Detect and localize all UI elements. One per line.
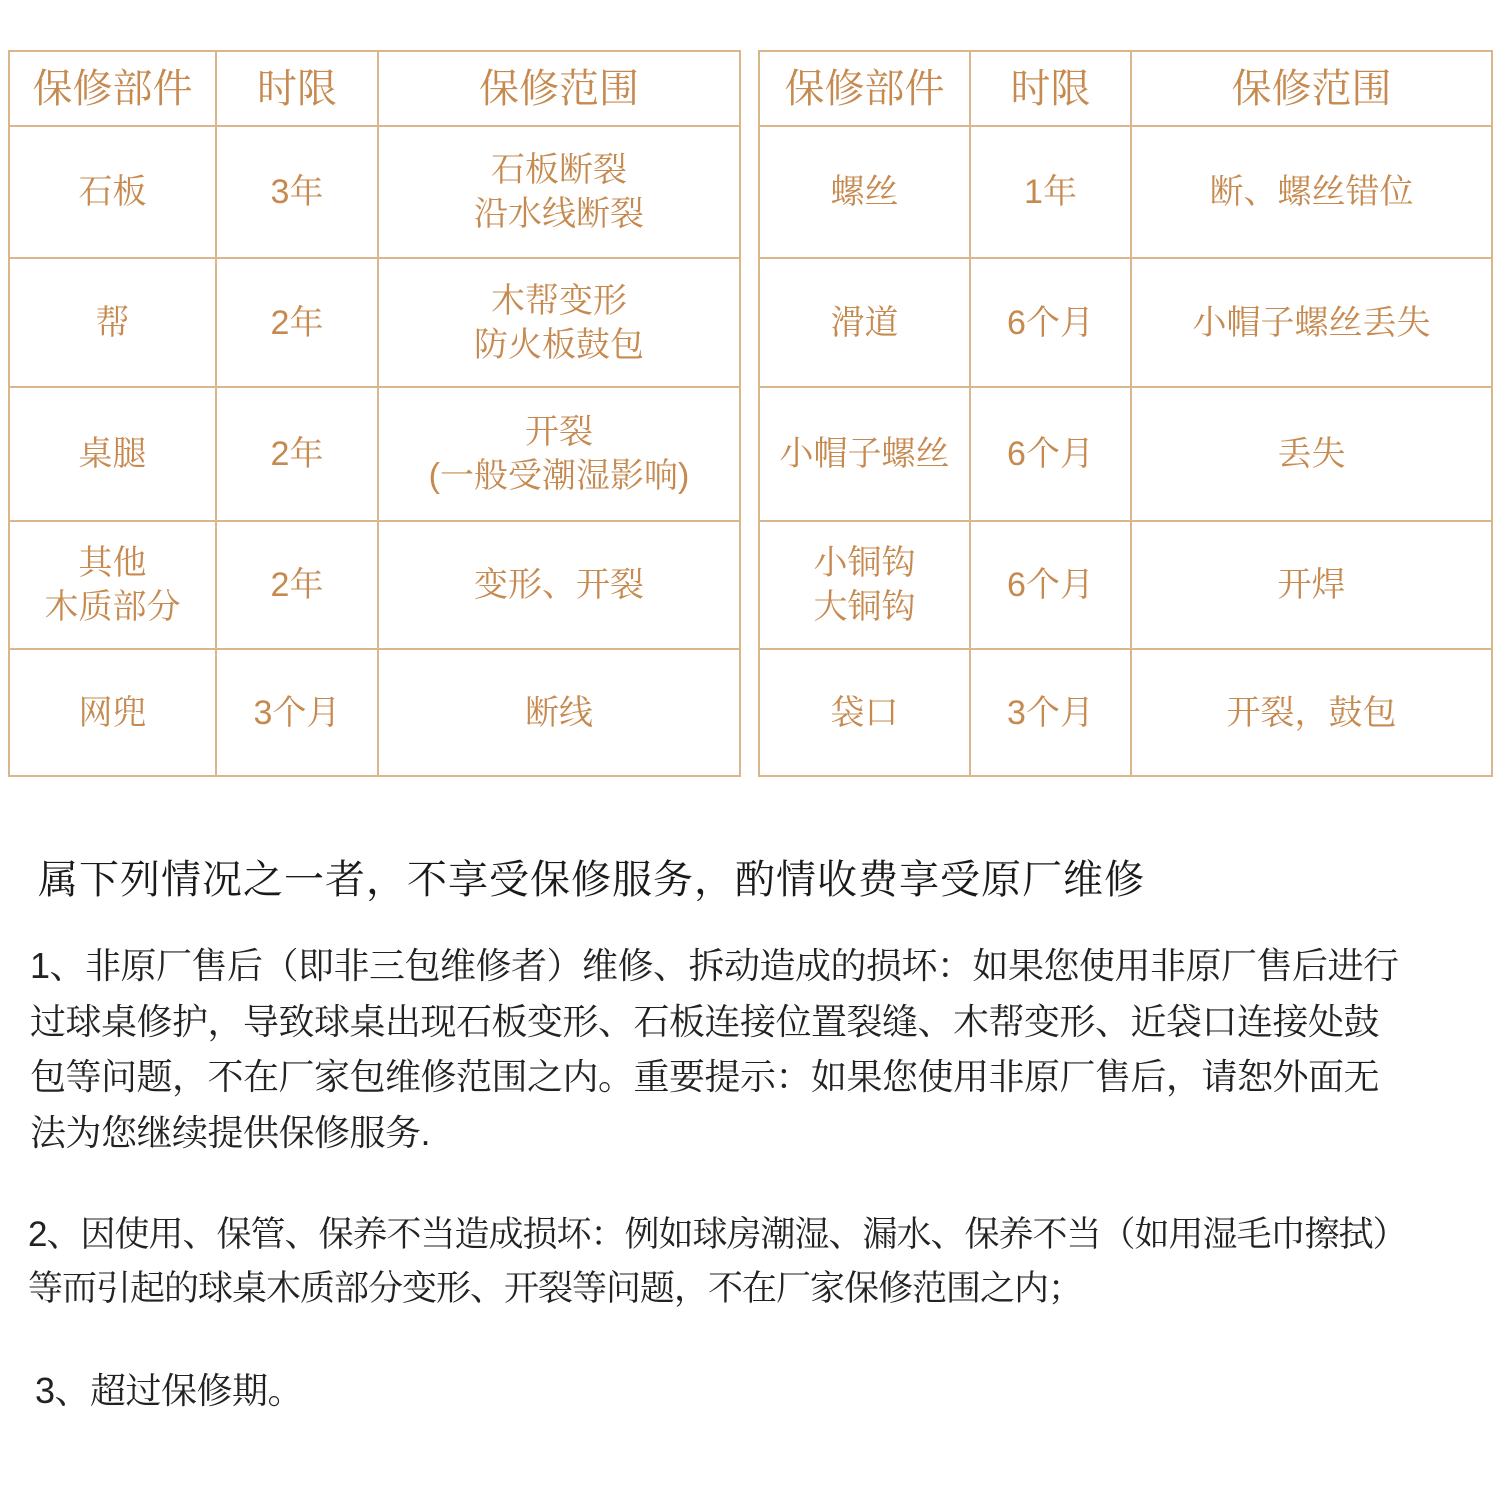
cell-period: 6个月 xyxy=(970,387,1131,521)
exclusion-item-3 xyxy=(35,1363,303,1418)
cell-part xyxy=(759,258,970,387)
cell-scope-line: (一般受潮湿影响) xyxy=(428,457,690,495)
cell-scope xyxy=(378,258,740,387)
cell-period: 2年 xyxy=(216,521,378,649)
cell-part-line: 网兜 xyxy=(78,693,147,732)
cell-scope xyxy=(378,126,740,258)
table-row xyxy=(9,387,740,521)
cell-part xyxy=(9,649,216,776)
cell-scope-line: 开焊 xyxy=(1277,566,1346,604)
table-row xyxy=(759,521,1492,649)
cell-scope-line: 断、螺丝错位 xyxy=(1209,173,1414,211)
exclusion-item-line: 包等问题，不在厂家包维修范围之内。重要提示：如果您使用非原厂售后，请恕外面无 xyxy=(30,1056,1380,1097)
cell-part-line: 袋口 xyxy=(830,693,899,732)
exclusion-item-line: 3、超过保修期。 xyxy=(35,1370,304,1411)
table-header-row xyxy=(759,51,1492,126)
exclusion-item-line: 1、非原厂售后（即非三包维修者）维修、拆动造成的损坏：如果您使用非原厂售后进行 xyxy=(30,945,1399,986)
cell-part xyxy=(759,126,970,258)
cell-scope-line: 变形、开裂 xyxy=(474,566,644,604)
exclusion-item-line: 2、因使用、保管、保养不当造成损坏：例如球房潮湿、漏水、保养不当（如用湿毛巾擦拭） xyxy=(28,1215,1407,1254)
cell-part-line: 木质部分 xyxy=(44,588,181,626)
cell-part xyxy=(9,126,216,258)
cell-scope-line: 防火板鼓包 xyxy=(474,325,644,364)
cell-period: 6个月 xyxy=(970,258,1131,387)
cell-period: 2年 xyxy=(216,387,378,521)
cell-part xyxy=(9,521,216,649)
cell-scope xyxy=(1131,126,1492,258)
cell-scope-line: 断线 xyxy=(525,693,593,732)
exclusion-item-line: 等而引起的球桌木质部分变形、开裂等问题，不在厂家保修范围之内； xyxy=(28,1269,1083,1308)
cell-scope xyxy=(1131,649,1492,776)
cell-scope xyxy=(1131,258,1492,387)
cell-scope xyxy=(378,521,740,649)
cell-scope-line: 开裂，鼓包 xyxy=(1226,693,1397,732)
cell-scope-line: 小帽子螺丝丢失 xyxy=(1192,303,1431,342)
cell-scope xyxy=(1131,521,1492,649)
cell-part xyxy=(759,521,970,649)
cell-scope-line: 丢失 xyxy=(1277,435,1346,473)
cell-part-line: 滑道 xyxy=(830,303,899,342)
cell-part xyxy=(759,387,970,521)
exclusion-notice-title: 属下列情况之一者，不享受保修服务，酌情收费享受原厂维修 xyxy=(38,858,1145,902)
cell-period: 1年 xyxy=(970,126,1131,258)
exclusion-item-line: 过球桌修护，导致球桌出现石板变形、石板连接位置裂缝、木帮变形、近袋口连接处鼓 xyxy=(30,1000,1380,1042)
table-row xyxy=(9,649,740,776)
cell-part-line: 石板 xyxy=(78,173,147,211)
warranty-table-right xyxy=(758,50,1493,777)
warranty-table-left xyxy=(8,50,741,777)
exclusion-item-2 xyxy=(28,1208,1406,1316)
cell-period: 2年 xyxy=(216,258,378,387)
table-row xyxy=(9,126,740,258)
cell-scope-line: 木帮变形 xyxy=(491,281,627,320)
header-period: 时限 xyxy=(216,51,378,126)
cell-part-line: 其他 xyxy=(78,544,147,582)
cell-scope xyxy=(378,649,740,776)
table-row xyxy=(9,258,740,387)
cell-period: 6个月 xyxy=(970,521,1131,649)
cell-part-line: 小铜钩 xyxy=(813,544,916,582)
cell-part-line: 帮 xyxy=(95,303,130,342)
cell-part xyxy=(9,387,216,521)
cell-period: 3年 xyxy=(216,126,378,258)
cell-scope-line: 开裂 xyxy=(525,413,593,451)
cell-part-line: 螺丝 xyxy=(830,173,899,211)
header-scope: 保修范围 xyxy=(378,51,740,126)
table-row xyxy=(759,387,1492,521)
header-part: 保修部件 xyxy=(9,51,216,126)
table-header-row xyxy=(9,51,740,126)
table-row xyxy=(759,649,1492,776)
cell-scope-line: 沿水线断裂 xyxy=(474,195,644,233)
cell-part xyxy=(9,258,216,387)
header-scope: 保修范围 xyxy=(1131,51,1492,126)
table-row xyxy=(9,521,740,649)
cell-part-line: 小帽子螺丝 xyxy=(779,435,950,473)
exclusion-item-line: 法为您继续提供保修服务. xyxy=(30,1111,431,1153)
header-period: 时限 xyxy=(970,51,1131,126)
table-row xyxy=(759,258,1492,387)
cell-scope xyxy=(378,387,740,521)
cell-period: 3个月 xyxy=(216,649,378,776)
cell-part xyxy=(759,649,970,776)
cell-period: 3个月 xyxy=(970,649,1131,776)
table-row xyxy=(759,126,1492,258)
cell-scope xyxy=(1131,387,1492,521)
exclusion-item-1 xyxy=(30,938,1399,1160)
cell-part-line: 桌腿 xyxy=(78,435,147,473)
header-part: 保修部件 xyxy=(759,51,970,126)
cell-part-line: 大铜钩 xyxy=(813,588,916,626)
cell-scope-line: 石板断裂 xyxy=(491,151,627,189)
